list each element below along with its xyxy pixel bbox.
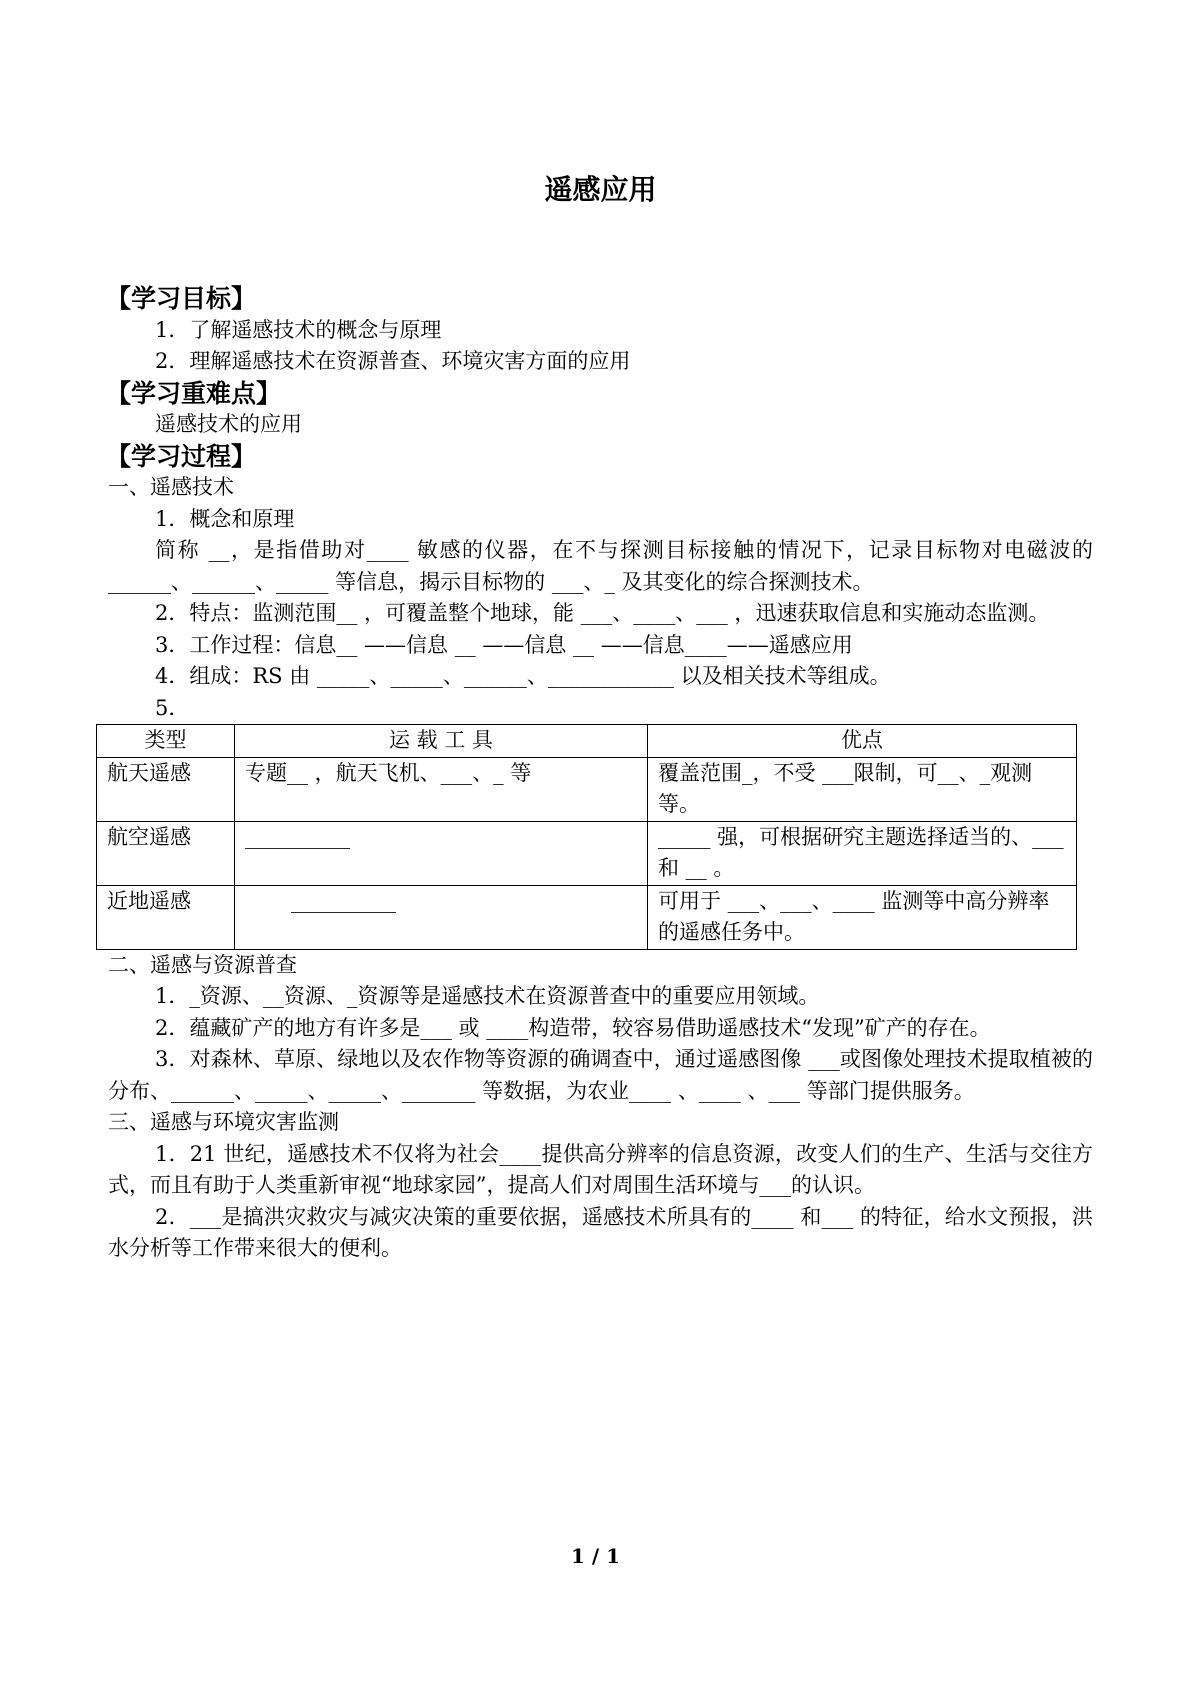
part1-item-4: 4．组成：RS 由 _____、_____、______、____________ 以及相关技术等组成。 <box>155 664 891 688</box>
part3-item-2: 2．___是搞洪灾救灾与减灾决策的重要依据，遥感技术所具有的____ 和___ 的特征，给水文预报，洪水分析等工作带来很大的便利。 <box>108 1204 1093 1260</box>
key-point: 遥感技术的应用 <box>155 412 302 436</box>
document-body <box>108 283 1093 1265</box>
part1-item-5: 5． <box>155 695 190 720</box>
remote-sensing-table <box>96 724 1077 950</box>
key-points-heading: 【学习重难点】 <box>106 378 282 408</box>
table-cell: 专题__ ，航天飞机、___、_ 等 <box>235 757 648 821</box>
table-header-row <box>97 725 1077 758</box>
table-header-advantage: 优点 <box>648 725 1077 758</box>
table-cell: 可用于 ___、___、____ 监测等中高分辨率的遥感任务中。 <box>648 885 1077 949</box>
part1-item-2: 2．特点：监测范围__ ，可覆盖整个地球，能 ___、____、___ ，迅速获取信息和实施动态监测。 <box>155 601 1050 625</box>
table-header-carrier: 运 载 工 具 <box>235 725 648 758</box>
table-cell: __________ <box>235 885 648 949</box>
process-heading: 【学习过程】 <box>106 441 257 471</box>
table-row <box>97 821 1077 885</box>
part1-item-3: 3．工作过程：信息__ ——信息 __ ——信息 __ ——信息____——遥感应用 <box>155 632 853 657</box>
table-cell: 近地遥感 <box>97 885 235 949</box>
part2-item-3: 3．对森林、草原、绿地以及农作物等资源的确调查中，通过遥感图像 ___或图像处理技术提取植被的分布、______、_____、_____、_______ 等数据，为农业____ 、____ 、___ 等部门提供服务。 <box>108 1047 1093 1103</box>
part3-title: 三、遥感与环境灾害监测 <box>108 1110 339 1134</box>
table-cell: 航空遥感 <box>97 821 235 885</box>
part1-item-1: 1．概念和原理 <box>155 506 295 531</box>
objectives-heading: 【学习目标】 <box>106 284 257 313</box>
page-title: 遥感应用 <box>544 173 657 206</box>
table-row <box>97 757 1077 821</box>
objective-2: 2．理解遥感技术在资源普查、环境灾害方面的应用 <box>155 349 631 373</box>
part2-item-1: 1．_资源、__资源、_资源等是遥感技术在资源普查中的重要应用领域。 <box>155 984 820 1008</box>
part2-item-2: 2．蕴藏矿产的地方有许多是___ 或 ____构造带，较容易借助遥感技术“发现”矿产的存在。 <box>155 1015 991 1040</box>
table-cell: __________ <box>235 821 648 885</box>
part1-concept-paragraph: 简称 __，是指借助对____ 敏感的仪器，在不与探测目标接触的情况下，记录目标物对电磁波的 ______、______、_____ 等信息，揭示目标物的 ___、_ 及其变化的综合探测技术。 <box>108 538 1093 594</box>
part2-title: 二、遥感与资源普查 <box>108 952 297 977</box>
table-cell: _____ 强，可根据研究主题选择适当的、___和 __ 。 <box>648 821 1077 885</box>
table-cell: 覆盖范围_，不受 ___限制，可__、_观测等。 <box>648 757 1077 821</box>
table-cell: 航天遥感 <box>97 757 235 821</box>
part1-title: 一、遥感技术 <box>108 475 234 499</box>
objective-1: 1．了解遥感技术的概念与原理 <box>155 317 442 342</box>
table-row <box>97 885 1077 949</box>
page-number: 1 / 1 <box>570 1544 621 1568</box>
table-header-type: 类型 <box>97 725 235 758</box>
part3-item-1: 1．21 世纪，遥感技术不仅将为社会____提供高分辨率的信息资源，改变人们的生产、生活与交往方式，而且有助于人类重新审视“地球家园”，提高人们对周围生活环境与___的认识。 <box>108 1141 1093 1197</box>
